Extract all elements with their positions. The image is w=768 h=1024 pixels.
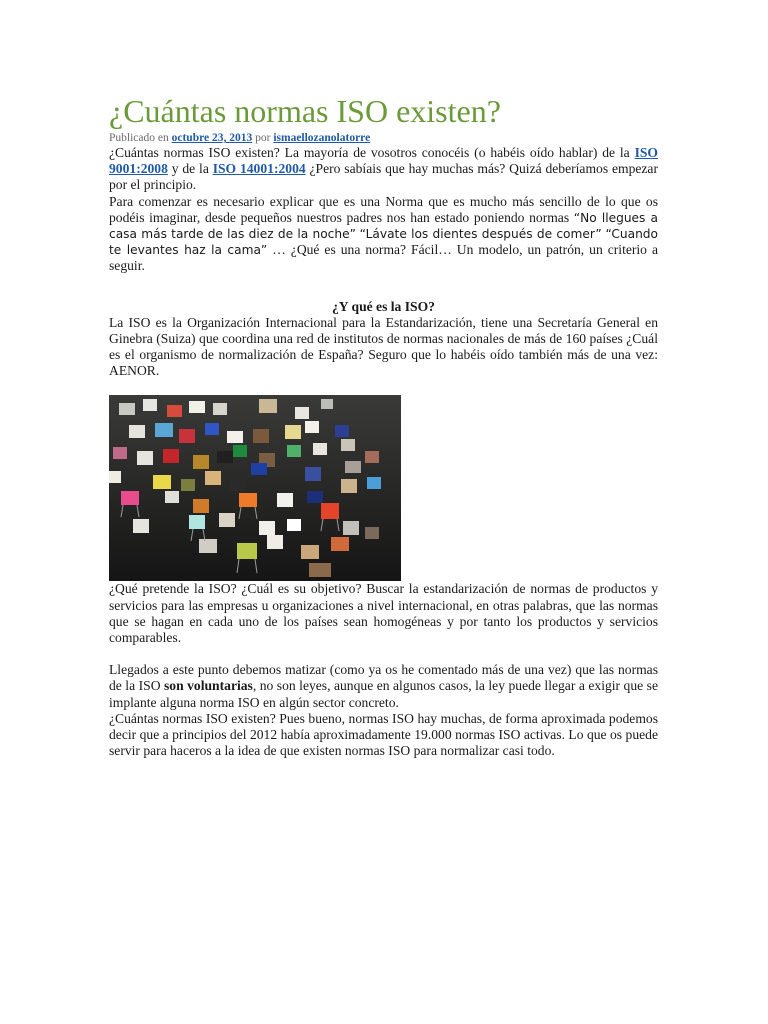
quote-2: “Lávate los dientes después de comer” — [359, 227, 602, 242]
paragraph-voluntarias — [109, 662, 658, 711]
chairs-image — [109, 395, 401, 581]
meta-prefix: Publicado en — [109, 132, 169, 144]
article — [109, 92, 658, 759]
paragraph-objetivo: ¿Qué pretende la ISO? ¿Cuál es su objetivo? Buscar la estandarización de normas de productos y servicios para las empresas u organizaciones a nivel internacional, en otras palabras, que las normas que se hagan en cada uno de los países sean homogéneas y por tanto los productos y servicios comparables. — [109, 581, 658, 646]
norma-text-b: … ¿Qué es una norma? Fácil… Un modelo, un patrón, un criterio a seguir. — [109, 242, 658, 274]
iso-9001-link[interactable]: ISO 9001:2008 — [109, 145, 658, 177]
voluntarias-text-b: , no son leyes, aunque en algunos casos, la ley puede llegar a exigir que se implante alguna norma ISO en algún sector concreto. — [109, 678, 658, 710]
post-date-link[interactable]: octubre 23, 2013 — [171, 132, 253, 144]
voluntarias-text-a: Llegados a este punto debemos matizar (como ya os he comentado más de una vez) que las normas de la ISO — [109, 662, 658, 694]
intro-text-c: ¿Pero sabíais que hay muchas más? Quizá deberíamos empezar por el principio. — [109, 161, 658, 193]
iso-14001-link[interactable]: ISO 14001:2004 — [212, 161, 306, 177]
paragraph-intro — [109, 145, 658, 194]
quote-1: “No llegues a casa más tarde de las diez de la noche” — [109, 210, 658, 242]
intro-text-b: y de la — [171, 161, 209, 177]
quote-3: “Cuando te levantes haz la cama” — [109, 227, 658, 258]
voluntarias-bold: son voluntarias — [164, 678, 253, 694]
paragraph-iso: La ISO es la Organización Internacional para la Estandarización, tiene una Secretaría General en Ginebra (Suiza) que coordina una red de institutos de normas nacionales de más de 160 países ¿Cuál es el organismo de normalización de España? Seguro que lo habéis oído también más de una vez: AENOR. — [109, 314, 658, 379]
section-heading: ¿Y qué es la ISO? — [332, 298, 435, 314]
author-link[interactable]: ismaellozanolatorre — [273, 132, 371, 144]
norma-text-a: Para comenzar es necesario explicar que es una Norma que es mucho más sencillo de lo que os podéis imaginar, desde pequeños nuestros padres nos han estado poniendo normas — [109, 193, 658, 225]
post-meta — [109, 131, 658, 145]
paragraph-norma — [109, 194, 658, 275]
chairs-photo — [109, 395, 401, 581]
article-title: ¿Cuántas normas ISO existen? — [109, 93, 501, 129]
meta-by: por — [255, 132, 271, 144]
intro-text-a: ¿Cuántas normas ISO existen? La mayoría de vosotros conocéis (o habéis oído hablar) de la — [109, 145, 630, 160]
paragraph-cuantas: ¿Cuántas normas ISO existen? Pues bueno, normas ISO hay muchas, de forma aproximada podemos decir que a principios del 2012 había aproximadamente 19.000 normas ISO activas. Lo que os puede servir para haceros a la idea de que existen normas ISO para normalizar casi todo. — [109, 710, 658, 759]
